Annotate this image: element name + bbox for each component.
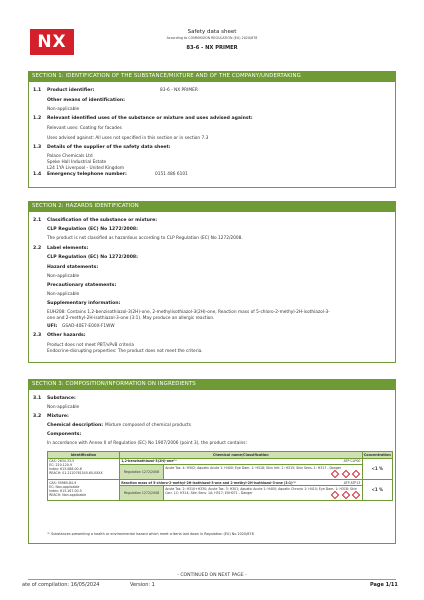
supplier-address-line2: L24 1YA Liverpool - United Kingdom <box>47 166 125 171</box>
supplementary-line1: EUH208: Contains 1,2-benzisothiazol-3(2H)-one, 2-methylisothiazol-3(2H)-one, Reaction mass of 5-chloro-2-methyl-2H-isothiazol-3- <box>47 310 330 315</box>
substance-value: Non-applicable <box>47 405 80 410</box>
chemical-description-label: Chemical description: <box>47 423 104 428</box>
component-regulation: Regulation 1272/2008 <box>120 486 164 501</box>
component-classification-cell <box>164 486 363 501</box>
section-3 <box>28 379 396 544</box>
classification-label: Classification of the substance or mixture: <box>47 218 158 223</box>
item-number: 3.2 <box>33 414 42 419</box>
company-logo: NX <box>30 29 74 55</box>
component-name-cell <box>120 479 363 486</box>
other-means-value: Non-applicable <box>47 107 80 112</box>
hazard-statements-label: Hazard statements: <box>47 265 99 270</box>
section-3-title: SECTION 3: COMPOSITION/INFORMATION ON INGREDIENTS <box>29 380 395 390</box>
emergency-phone: 0151 486 6101 <box>155 172 188 177</box>
component-name: Reaction mass of 5-chloro-2-methyl-2H-isothiazol-3-one and 2-methyl-2H-isothiazol-3-one (3:1)⁽¹⁾ <box>121 480 296 485</box>
chemical-description-value: Mixture composed of chemical products <box>105 423 191 428</box>
component-ids: CAS: 2634-33-5 EC: 220-120-9 Index: 613-088-00-6 REACH: 01-2120761540-60-XXXX <box>48 458 120 479</box>
uses-advised-against: Uses advised against: All uses not specified in this section or in section 7.3 <box>47 136 209 141</box>
product-name-header: 83-6 - NX PRIMER <box>186 45 238 51</box>
page-number: Page 1/11 <box>370 582 398 588</box>
item-number: 1.1 <box>33 88 42 93</box>
continued-notice: - CONTINUED ON NEXT PAGE - <box>177 573 247 578</box>
component-ids: CAS: 55965-84-9 EC: Non-applicable Index: 613-167-00-5 REACH: Non-applicable <box>48 479 120 500</box>
component-concentration: <1 % <box>362 479 392 500</box>
substance-label: Substance: <box>47 396 76 401</box>
item-number: 2.1 <box>33 218 42 223</box>
section-2-title: SECTION 2: HAZARDS IDENTIFICATION <box>29 202 395 212</box>
corrosion-pictogram-icon <box>341 491 349 499</box>
supplier-name: Palace Chemicals Ltd <box>47 154 93 159</box>
version-number: Version: 1 <box>130 582 155 588</box>
item-number: 3.1 <box>33 396 42 401</box>
components-text: In accordance with Annex II of Regulation (EC) No 1907/2006 (point 3), the product contains: <box>47 441 247 446</box>
supplier-label: Details of the supplier of the safety data sheet: <box>47 145 171 150</box>
component-atp: ATP ATP13 <box>343 480 361 485</box>
clp-regulation-label-2: CLP Regulation (EC) No 1272/2008: <box>47 255 138 260</box>
supplementary-line2: one and 2-methyl-2H-isothiazol-3-one (3:1). May produce an allergic reaction. <box>47 316 215 321</box>
hazard-statements-value: Non-applicable <box>47 274 80 279</box>
corrosion-pictogram-icon <box>341 470 349 478</box>
components-label: Components: <box>47 432 82 437</box>
item-number: 1.3 <box>33 145 42 150</box>
precautionary-label: Precautionary statements: <box>47 283 117 288</box>
component-concentration: <1 % <box>362 458 392 479</box>
item-number: 1.4 <box>33 172 42 177</box>
ufi-label: UFI: <box>47 324 58 329</box>
clp-regulation-label: CLP Regulation (EC) No 1272/2008: <box>47 227 138 232</box>
other-means-label: Other means of identification: <box>47 98 125 103</box>
section-1-title: SECTION 1: IDENTIFICATION OF THE SUBSTANCE/MIXTURE AND OF THE COMPANY/UNDERTAKING <box>29 72 395 82</box>
supplier-address-line1: Speke Hall Industrial Estate <box>47 160 107 165</box>
skull-pictogram-icon <box>331 491 339 499</box>
item-number: 2.2 <box>33 246 42 251</box>
item-number: 1.2 <box>33 116 42 121</box>
label-elements: Label elements: <box>47 246 89 251</box>
emergency-label: Emergency telephone number: <box>47 172 127 177</box>
table-row <box>48 479 393 486</box>
section-1 <box>28 71 396 188</box>
table-header-chemical-name: Chemical name/Classification <box>120 452 363 459</box>
table-header-identification: Identification <box>48 452 120 459</box>
other-hazards-label: Other hazards: <box>47 333 86 338</box>
component-regulation: Regulation 1272/2008 <box>120 465 164 480</box>
component-classification-cell <box>164 465 363 480</box>
environment-pictogram-icon <box>352 491 360 499</box>
table-row <box>48 458 393 465</box>
components-table <box>47 451 393 501</box>
compilation-date: ate of compilation: 16/05/2024 <box>22 582 100 588</box>
clp-classification-text: The product is not classified as hazardous according to CLP Regulation (EC) No 1272/2008. <box>47 236 243 241</box>
exclamation-pictogram-icon <box>331 470 339 478</box>
other-hazards-line2: Endocrine-disrupting properties: The product does not meet the criteria. <box>47 349 203 354</box>
component-name: 1,2-benzisothiazol-3(2H)-one⁽¹⁾ <box>121 459 177 464</box>
table-header-concentration: Concentration <box>363 452 391 457</box>
component-name-cell <box>120 458 363 465</box>
ufi-value: GSAD-40E7-E00X-F1WW <box>62 324 115 329</box>
document-title: Safety data sheet <box>187 29 237 35</box>
environment-pictogram-icon <box>352 470 360 478</box>
product-identifier-label: Product identifier: <box>47 88 95 93</box>
component-classification: Acute Tox. 4: H302; Aquatic Acute 1: H400; Eye Dam. 1: H318; Skin Irrit. 2: H315; Skin Sens. 1: H317 - Danger <box>165 465 342 470</box>
footer-divider <box>28 579 396 580</box>
section-2 <box>28 201 396 363</box>
regulation-subtitle: According to COMMISSION REGULATION (EU) 2020/878 <box>166 36 258 40</box>
item-number: 2.3 <box>33 333 42 338</box>
relevant-uses: Relevant uses: Coating for facades <box>47 126 122 131</box>
mixture-label: Mixture: <box>47 414 69 419</box>
component-classification: Acute Tox. 2: H310+H330; Acute Tox. 3: H301; Aquatic Acute 1: H400; Aquatic Chronic 1: H410; Eye Dam. 1: H318; Skin Corr. 1C: H314; Skin Sens. 1A: H317; EUH071 - Danger <box>165 487 357 496</box>
other-hazards-line1: Product does not meet PBT/vPvB criteria <box>47 343 135 348</box>
supplementary-label: Supplementary information: <box>47 301 121 306</box>
table-footnote: ⁽¹⁾ Substances presenting a health or environmental hazard which meet criteria laid down in Regulation (EU) No 2020/878 <box>47 532 254 536</box>
product-identifier-value: 83-6 - NX PRIMER <box>160 88 198 93</box>
precautionary-value: Non-applicable <box>47 292 80 297</box>
uses-label: Relevant identified uses of the substance or mixture and uses advised against: <box>47 116 253 121</box>
component-atp: ATP CLP00 <box>343 459 361 464</box>
